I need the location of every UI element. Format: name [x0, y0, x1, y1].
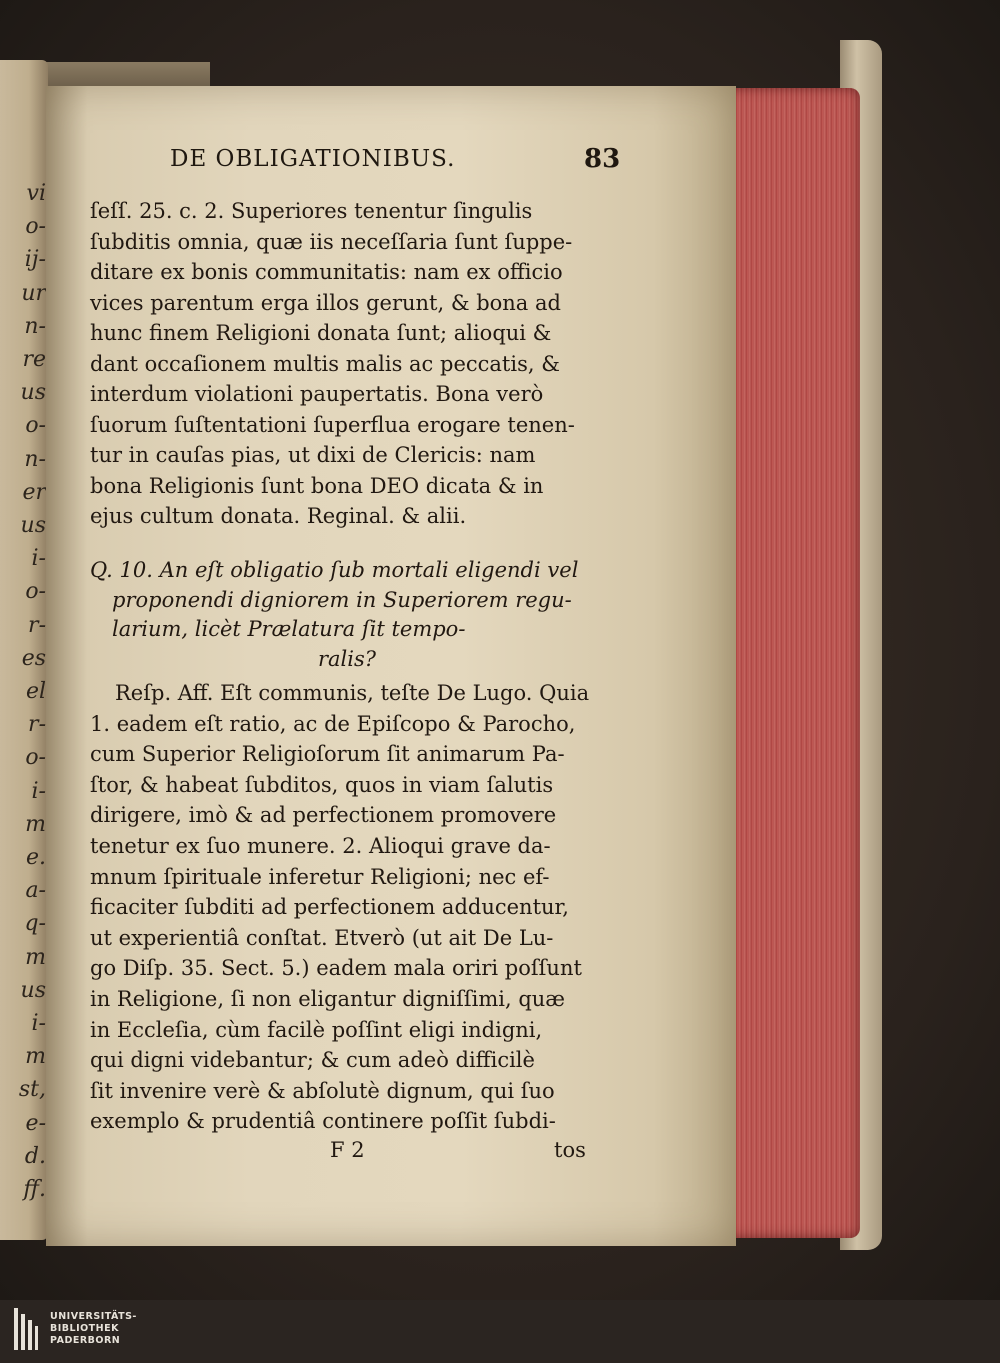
response-line: ſtor, & habeat ſubditos, quos in viam ſalutis: [90, 772, 554, 797]
response-line: exemplo & prudentiâ continere poſſit ſubdi-: [90, 1109, 556, 1134]
signature-mark: F 2: [330, 1138, 365, 1162]
body-line: ſubditis omnia, quæ iis neceſſaria ſunt ſuppe-: [90, 229, 573, 254]
response-line: in Eccleſia, cùm facilè poſſint eligi indigni,: [90, 1017, 543, 1042]
left-page-fragment: e.: [25, 845, 46, 870]
left-page-fragment: o-: [25, 745, 46, 771]
left-page-fragment: n-: [24, 446, 46, 472]
left-page-fragment: a-: [25, 878, 46, 904]
left-page-fragment: ur: [21, 280, 46, 306]
library-logo-icon: [14, 1308, 38, 1350]
question-line: larium, licèt Prælatura ſit tempo-: [112, 617, 466, 641]
response-line: 1. eadem eſt ratio, ac de Epiſcopo & Parocho,: [90, 711, 576, 736]
left-page-fragment: us: [20, 977, 46, 1003]
left-page: [0, 60, 48, 1240]
left-page-fragment: r-: [28, 612, 46, 638]
response-line: in Religione, ſi non eligantur digniſſimi, quæ: [90, 987, 566, 1011]
left-page-fragment: q-: [24, 911, 46, 937]
left-page-fragment: us: [20, 380, 46, 406]
response-line: cum Superior Religioſorum ſit animarum Pa-: [90, 742, 565, 767]
body-line: ſeſſ. 25. c. 2. Superiores tenentur ſingulis: [90, 199, 533, 223]
response-line: dirigere, imò & ad perfectionem promovere: [90, 803, 557, 828]
response-line: Reſp. Aff. Eſt communis, teſte De Lugo. Quia: [115, 681, 590, 705]
left-page-fragment: o-: [25, 214, 46, 240]
left-page-fragment: o-: [25, 579, 46, 605]
left-page-fragment: o-: [25, 413, 46, 439]
left-page-fragment: e-: [25, 1110, 46, 1136]
body-line: tur in cauſas pias, ut dixi de Clericis: nam: [90, 443, 536, 467]
library-name: [50, 1311, 137, 1347]
library-line-1: UNIVERSITÄTS-: [50, 1311, 137, 1322]
left-page-fragment: m: [25, 1044, 46, 1070]
response-line: qui digni videbantur; & cum adeò difficilè: [90, 1048, 535, 1073]
response-line: ut experientiâ conſtat. Etverò (ut ait De Lu-: [90, 925, 554, 950]
left-page-fragment: d.: [24, 1143, 46, 1169]
library-line-3: PADERBORN: [50, 1335, 121, 1346]
running-head: DE OBLIGATIONIBUS.: [170, 146, 456, 172]
response-line: mnum ſpirituale inferetur Religioni; nec ef-: [90, 864, 550, 889]
left-page-fragment: ff.: [23, 1177, 46, 1202]
left-page-fragment: i-: [31, 1011, 46, 1036]
left-page-fragment: re: [22, 347, 46, 372]
body-line: ſuorum ſuſtentationi ſuperflua erogare tenen-: [90, 412, 575, 437]
body-line: ditare ex bonis communitatis: nam ex officio: [90, 260, 563, 284]
question-line: proponendi digniorem in Superiorem regu-: [112, 587, 572, 612]
body-line: interdum violationi paupertatis. Bona verò: [90, 382, 544, 406]
body-line: hunc finem Religioni donata ſunt; alioqui &: [90, 321, 552, 345]
left-page-fragment: st,: [18, 1077, 46, 1103]
left-page-fragment: i-: [31, 778, 46, 804]
left-page-fragment: er: [22, 479, 46, 505]
body-line: ejus cultum donata. Reginal. & alii.: [90, 504, 467, 528]
left-page-fragment: r-: [28, 712, 46, 738]
library-line-2: BIBLIOTHEK: [50, 1323, 119, 1334]
left-page-fragment: n-: [24, 313, 46, 339]
page-number: 83: [584, 144, 621, 174]
left-page-fragment: el: [25, 679, 46, 704]
left-page-fragment: es: [21, 645, 46, 671]
response-line: ficaciter ſubditi ad perfectionem adducentur,: [90, 895, 569, 920]
body-line: bona Religionis ſunt bona DEO dicata & in: [90, 473, 544, 498]
response-line: ſit invenire verè & abſolutè dignum, qui ſuo: [90, 1078, 555, 1103]
response-line: go Diſp. 35. Sect. 5.) eadem mala oriri poſſunt: [90, 956, 582, 981]
body-line: vices parentum erga illos gerunt, & bona ad: [90, 290, 561, 315]
left-page-fragment: m: [25, 811, 46, 837]
left-page-fragment: vi: [26, 181, 46, 206]
catchword: tos: [554, 1138, 586, 1162]
question-line: ralis?: [318, 646, 377, 671]
left-page-fragment: ij-: [24, 247, 46, 273]
response-line: tenetur ex ſuo munere. 2. Alioqui grave da-: [90, 834, 551, 858]
question-line: Q. 10. An eſt obligatio ſub mortali eligendi vel: [90, 558, 579, 582]
body-line: dant occaſionem multis malis ac peccatis, &: [90, 351, 560, 376]
left-page-fragment: m: [25, 944, 46, 970]
left-page-fragment: us: [20, 513, 46, 538]
left-page-fragment: i-: [31, 546, 46, 572]
